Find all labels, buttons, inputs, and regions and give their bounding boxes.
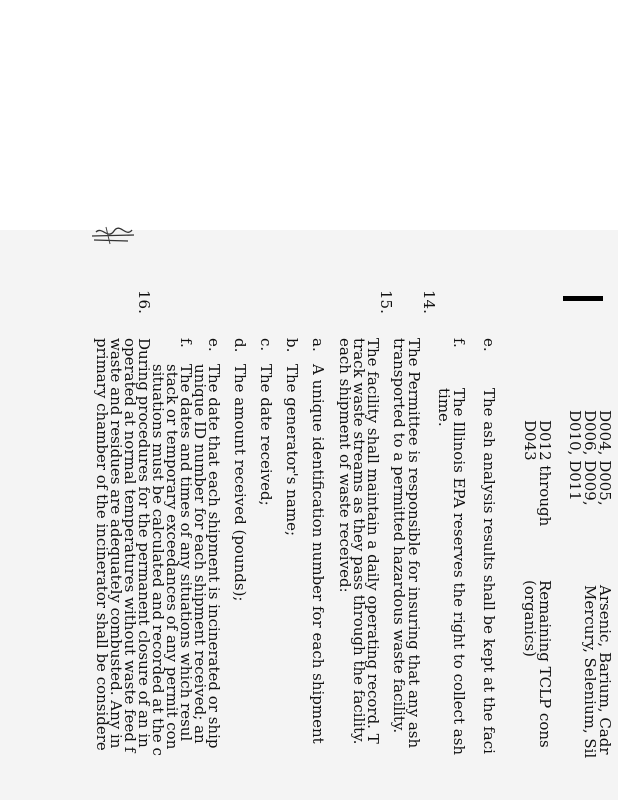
condition-14-line2: transported to a permitted hazardous waste facility. bbox=[390, 338, 408, 734]
list-item-a-letter: a. bbox=[309, 338, 327, 352]
list-item-d-text: The amount received (pounds); bbox=[231, 364, 249, 602]
condition-14-line1: The Permittee is responsible for insuring that any ash bbox=[405, 338, 423, 749]
table-row-3-col1: D010, D011 bbox=[566, 410, 584, 501]
table-row-2-col1: D006, D009, bbox=[581, 410, 599, 506]
list-item-c-text: The date received; bbox=[257, 364, 275, 506]
list-item-d-letter: d. bbox=[231, 338, 249, 353]
condition-16-line1: During procedures for the permanent closure of an in bbox=[135, 338, 153, 748]
condition-16-number: 16. bbox=[135, 290, 153, 314]
list-item-f-line3: situations must be calculated and recorded at the c bbox=[149, 364, 167, 756]
table-row-4-col2: Remaining TCLP cons bbox=[536, 580, 554, 748]
table-row-1-col2: Arsenic, Barium, Cadr bbox=[596, 585, 614, 755]
condition-16-line3: waste and residues are adequately combusted. Any in bbox=[107, 338, 125, 749]
item-f-line2: time. bbox=[435, 388, 453, 427]
item-e-text: The ash analysis results shall be kept at the faci bbox=[480, 388, 498, 754]
table-row-5-col2: (organics) bbox=[521, 580, 539, 658]
table-row-1-col1: D004, D005, bbox=[596, 410, 614, 506]
scan-top-margin bbox=[0, 0, 618, 230]
item-f-line1: The Illinois EPA reserves the right to collect ash bbox=[450, 388, 468, 756]
list-item-e-letter: e. bbox=[205, 338, 223, 352]
list-item-e-line2: unique ID number for each shipment received; an bbox=[191, 364, 209, 744]
table-row-4-col1: D012 through bbox=[536, 420, 554, 527]
condition-15-line1: The facility shall maintain a daily operating record. T bbox=[364, 338, 382, 744]
list-item-f-letter: f. bbox=[177, 338, 195, 348]
list-item-b-text: The generator's name; bbox=[283, 364, 301, 537]
condition-15-line3: each shipment of waste received: bbox=[336, 338, 354, 593]
handwritten-mark-icon bbox=[88, 222, 138, 248]
condition-15-number: 15. bbox=[377, 290, 395, 314]
item-f-letter: f. bbox=[450, 338, 468, 348]
condition-16-line2: operated at normal temperatures without waste feed f bbox=[121, 338, 139, 753]
condition-16-line4: primary chamber of the incinerator shall be considere bbox=[93, 338, 111, 751]
list-item-e-line1: The date that each shipment is incinerated or ship bbox=[205, 364, 223, 749]
condition-14-number: 14. bbox=[420, 290, 438, 314]
table-row-5-col1: D043 bbox=[521, 420, 539, 461]
list-item-f-line1: The dates and times of any situations which resul bbox=[177, 364, 195, 742]
underline-mark bbox=[563, 296, 603, 301]
list-item-b-letter: b. bbox=[283, 338, 301, 353]
item-e-letter: e. bbox=[480, 338, 498, 352]
list-item-c-letter: c. bbox=[257, 338, 275, 352]
list-item-a-text: A unique identification number for each shipment bbox=[309, 364, 327, 744]
condition-15-line2: track waste streams as they pass through the facility. bbox=[350, 338, 368, 745]
table-row-2-col2: Mercury, Selenium, Sil bbox=[581, 585, 599, 759]
list-item-f-line2: stack or temporary exceedances of any permit con bbox=[163, 364, 181, 750]
